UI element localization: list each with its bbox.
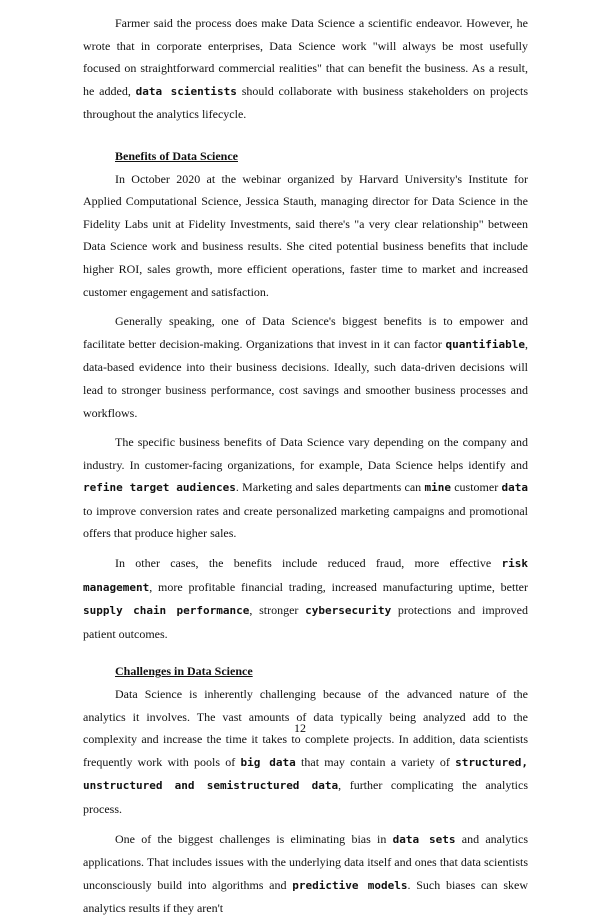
document-body	[83, 12, 528, 920]
keyword-quantifiable: quantifiable	[445, 337, 525, 351]
paragraph-business-benefits: The specific business benefits of Data Science vary depending on the company and industry. In customer-facing organizations, for example, Data Science helps identify and refine target audiences. Marketing and sales departments can mine customer data to improve conversion rates and create personalized marketing campaigns and promotional offers that produce higher sales.	[83, 435, 528, 541]
section-heading-benefits: Benefits of Data Science	[115, 148, 238, 163]
keyword-refine-target-audiences: refine target audiences	[83, 481, 236, 495]
page-number: 12	[294, 721, 306, 735]
keyword-big-data: big data	[240, 755, 296, 769]
section-heading-challenges: Challenges in Data Science	[115, 664, 253, 679]
paragraph-other-cases: In other cases, the benefits include reduced fraud, more effective risk management, more profitable financial trading, increased manufacturing uptime, better supply chain performance, stronger cybersecurity protections and improved patient outcomes.	[83, 556, 528, 641]
keyword-data: data	[501, 481, 528, 495]
paragraph-inherently-challenging: Data Science is inherently challenging because of the advanced nature of the analytics it involves. The vast amounts of data typically being analyzed add to the complexity and increase the time it takes to complete projects. In addition, data scientists frequently work with pools of big data that may contain a variety of structured, unstructured and semistructured data, further complicating the analytics process.	[83, 687, 529, 816]
keyword-data-sets: data sets	[392, 832, 456, 846]
keyword-mine: mine	[424, 481, 451, 495]
keyword-risk-management: risk management	[83, 557, 528, 594]
paragraph-decision-making: Generally speaking, one of Data Science's biggest benefits is to empower and facilitate better decision-making. Organizations that invest in it can factor quantifiable, data-based evidence into their business decisions. Ideally, such data-driven decisions will lead to stronger business performance, cost savings and smoother business processes and workflows.	[83, 314, 528, 420]
keyword-cybersecurity: cybersecurity	[305, 604, 392, 618]
paragraph-bias: One of the biggest challenges is eliminating bias in data sets and analytics applications. That includes issues with the underlying data itself and ones that data scientists unconsciously build into algorithms and predictive models. Such biases can skew analytics results if they aren't	[83, 831, 528, 916]
keyword-predictive-models: predictive models	[292, 878, 408, 892]
keyword-data-scientists: data scientists	[135, 84, 237, 98]
keyword-supply-chain-performance: supply chain performance	[83, 604, 250, 618]
paragraph-farmer: Farmer said the process does make Data Science a scientific endeavor. However, he wrote that in corporate enterprises, Data Science work "will always be most usefully focused on straightforward commercial realities" that can benefit the business. As a result, he added, data scientists should collaborate with business stakeholders on projects throughout the analytics lifecycle.	[83, 16, 529, 122]
paragraph-webinar: In October 2020 at the webinar organized by Harvard University's Institute for Applied Computational Science, Jessica Stauth, managing director for Data Science in the Fidelity Labs unit at Fidelity Investments, said there's "a very clear relationship" between Data Science work and business results. She cited potential business benefits that include higher ROI, sales growth, more efficient operations, faster time to market and increased customer engagement and satisfaction.	[83, 171, 528, 299]
keyword-structured-data: structured, unstructured and semistructured data	[83, 755, 528, 793]
